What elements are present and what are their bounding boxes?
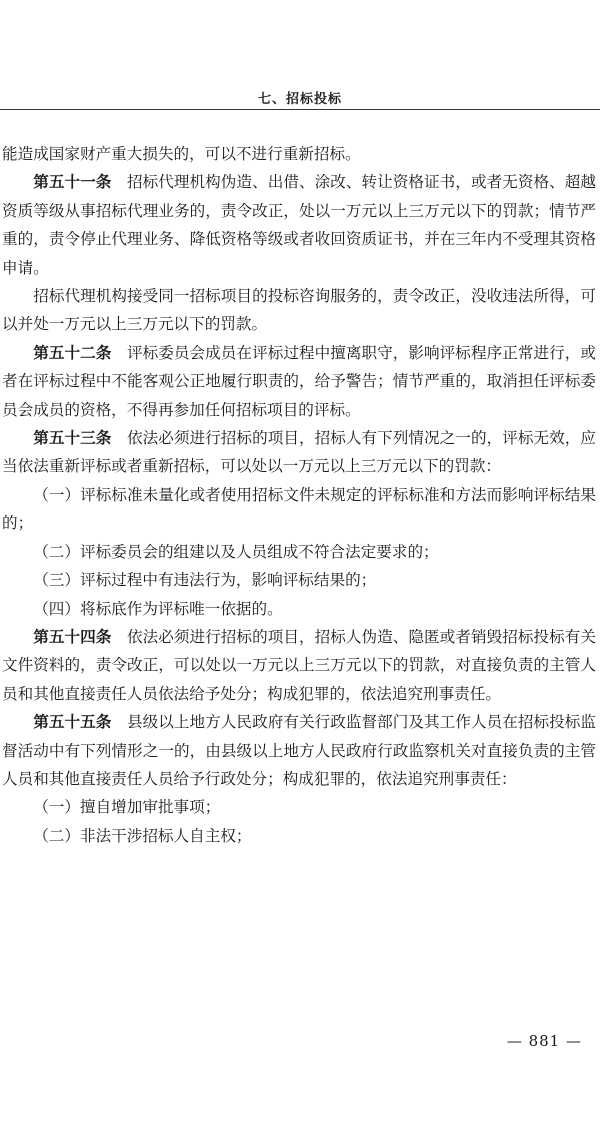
body-text [2,140,596,850]
paragraph-text: （三）评标过程中有违法行为，影响评标结果的； [33,571,377,590]
paragraph-text: （二）评标委员会的组建以及人员组成不符合法定要求的； [33,542,439,561]
article-number: 第五十四条 [33,627,112,646]
running-header: 七、招标投标 [257,92,342,107]
article-number: 第五十一条 [33,173,112,192]
article-number: 第五十二条 [33,343,112,362]
paragraph-text: 依法必须进行招标的项目，招标人有下列情况之一的，评标无效，应当依法重新评标或者重新招标，可以处以一万元以上三万元以下的罚款： [2,429,596,476]
article-number: 第五十五条 [33,713,112,732]
paragraph [2,282,596,339]
page-number: — 881 — [506,1032,582,1050]
paragraph [2,140,596,168]
header-rule [0,109,600,110]
paragraph [2,566,596,594]
paragraph-text: （一）评标标准未量化或者使用招标文件未规定的评标标准和方法而影响评标结果的； [2,485,596,533]
top-margin [0,0,600,64]
paragraph-text: 评标委员会成员在评标过程中擅离职守，影响评标程序正常进行，或者在评标过程中不能客观公正地履行职责的，给予警告；情节严重的，取消担任评标委员会成员的资格，不得再参加任何招标项目的评标。 [2,343,596,419]
paragraph [2,481,596,538]
paragraph [2,538,596,566]
paragraph [2,822,596,850]
paragraph-text: （二）非法干涉招标人自主权； [33,826,252,845]
paragraph-text: 依法必须进行招标的项目，招标人伪造、隐匿或者销毁招标投标有关文件资料的，责令改正，可以处以一万元以上三万元以下的罚款，对直接负责的主管人员和其他直接责任人员依法给予处分；构成犯罪的，依法追究刑事责任。 [2,627,596,703]
article-paragraph [2,424,596,481]
paragraph [2,793,596,821]
article-number: 第五十三条 [33,429,112,448]
article-paragraph [2,339,596,424]
paragraph-text: 能造成国家财产重大损失的，可以不进行重新招标。 [2,145,361,163]
paragraph-text: （一）擅自增加审批事项； [33,798,221,817]
paragraph-text: （四）将标底作为评标唯一依据的。 [33,599,283,618]
paragraph [2,595,596,623]
article-paragraph [2,708,596,793]
paragraph-text: 招标代理机构伪造、出借、涂改、转让资格证书，或者无资格、超越资质等级从事招标代理业务的，责令改正，处以一万元以上三万元以下的罚款；情节严重的，责令停止代理业务、降低资格等级或者收回资质证书，并在三年内不受理其资格申请。 [2,173,596,277]
paragraph-text: 县级以上地方人民政府有关行政监督部门及其工作人员在招标投标监督活动中有下列情形之一的，由县级以上地方人民政府行政监察机关对直接负责的主管人员和其他直接责任人员给予行政处分；构成犯罪的，依法追究刑事责任： [2,713,596,788]
paragraph-text: 招标代理机构接受同一招标项目的投标咨询服务的，责令改正，没收违法所得，可以并处一万元以上三万元以下的罚款。 [2,287,596,334]
article-paragraph [2,623,596,708]
article-paragraph [2,168,596,282]
